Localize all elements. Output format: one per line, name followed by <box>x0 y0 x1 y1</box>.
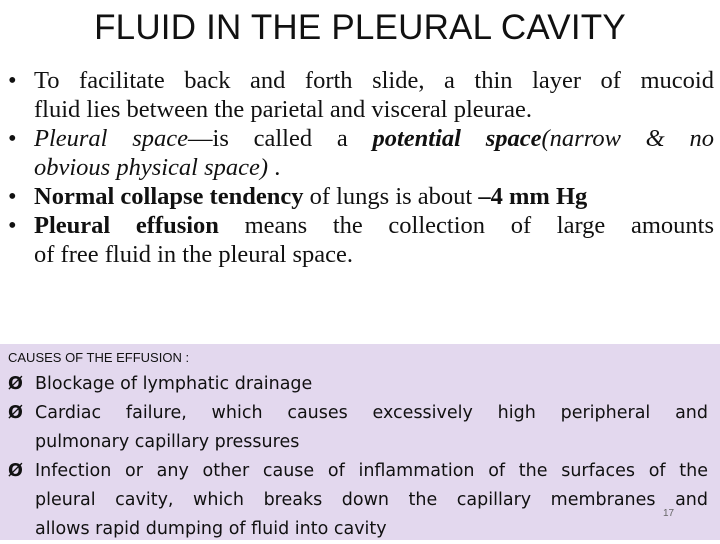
arrow-bullet-icon: Ø <box>8 403 23 423</box>
italic-note: obvious physical space) <box>34 154 269 181</box>
page-number: 17 <box>663 508 675 519</box>
bold-italic-term: potential space <box>372 125 542 152</box>
bullet-item-lubrication <box>6 66 714 124</box>
bold-term: Pleural effusion <box>34 212 219 239</box>
italic-note: (narrow & no <box>541 125 714 152</box>
causes-list <box>8 370 708 544</box>
causes-heading: CAUSES OF THE EFFUSION : <box>8 350 190 365</box>
bullet-text: —is called a <box>188 125 373 152</box>
bullet-text: of lungs is about <box>303 183 479 210</box>
bullet-marker: • <box>8 67 17 94</box>
bullet-text: means the collection of large amounts <box>218 212 714 239</box>
cause-text-line: allows rapid dumping of fluid into cavity <box>35 519 387 539</box>
cause-item-infection <box>8 457 708 544</box>
bullet-text-line <box>34 182 714 211</box>
bullet-text-line <box>34 153 714 182</box>
bullet-text-line: To facilitate back and forth slide, a thin layer of mucoid <box>34 67 714 94</box>
cause-text-line: Cardiac failure, which causes excessively high peripheral and <box>35 403 708 423</box>
bold-term: Normal collapse tendency <box>34 183 304 210</box>
bullet-text-line: fluid lies between the parietal and visceral pleurae. <box>34 96 532 123</box>
cause-text-line: Infection or any other cause of inflammation of the surfaces of the <box>35 461 708 481</box>
cause-text-line: pulmonary capillary pressures <box>35 432 300 452</box>
bullet-text: . <box>268 154 281 181</box>
bullet-item-pleural-space <box>6 124 714 182</box>
bullet-marker: • <box>8 125 17 152</box>
arrow-bullet-icon: Ø <box>8 374 23 394</box>
bullet-text-line: of free fluid in the pleural space. <box>34 241 354 268</box>
cause-text-line: Blockage of lymphatic drainage <box>35 374 313 394</box>
bold-value: –4 mm Hg <box>478 183 588 210</box>
italic-term: Pleural space <box>34 125 189 152</box>
bullet-item-collapse-tendency <box>6 182 714 211</box>
bullet-list <box>6 66 714 269</box>
bullet-marker: • <box>8 183 17 210</box>
cause-text-line: pleural cavity, which breaks down the capillary membranes and <box>35 490 708 510</box>
causes-box <box>0 344 720 540</box>
bullet-text-line <box>34 124 714 153</box>
cause-item-lymphatic <box>8 370 708 399</box>
slide-title: FLUID IN THE PLEURAL CAVITY <box>94 8 626 47</box>
arrow-bullet-icon: Ø <box>8 461 23 481</box>
cause-item-cardiac <box>8 399 708 457</box>
bullet-item-pleural-effusion <box>6 211 714 269</box>
bullet-text-line <box>34 211 714 240</box>
bullet-marker: • <box>8 212 17 239</box>
